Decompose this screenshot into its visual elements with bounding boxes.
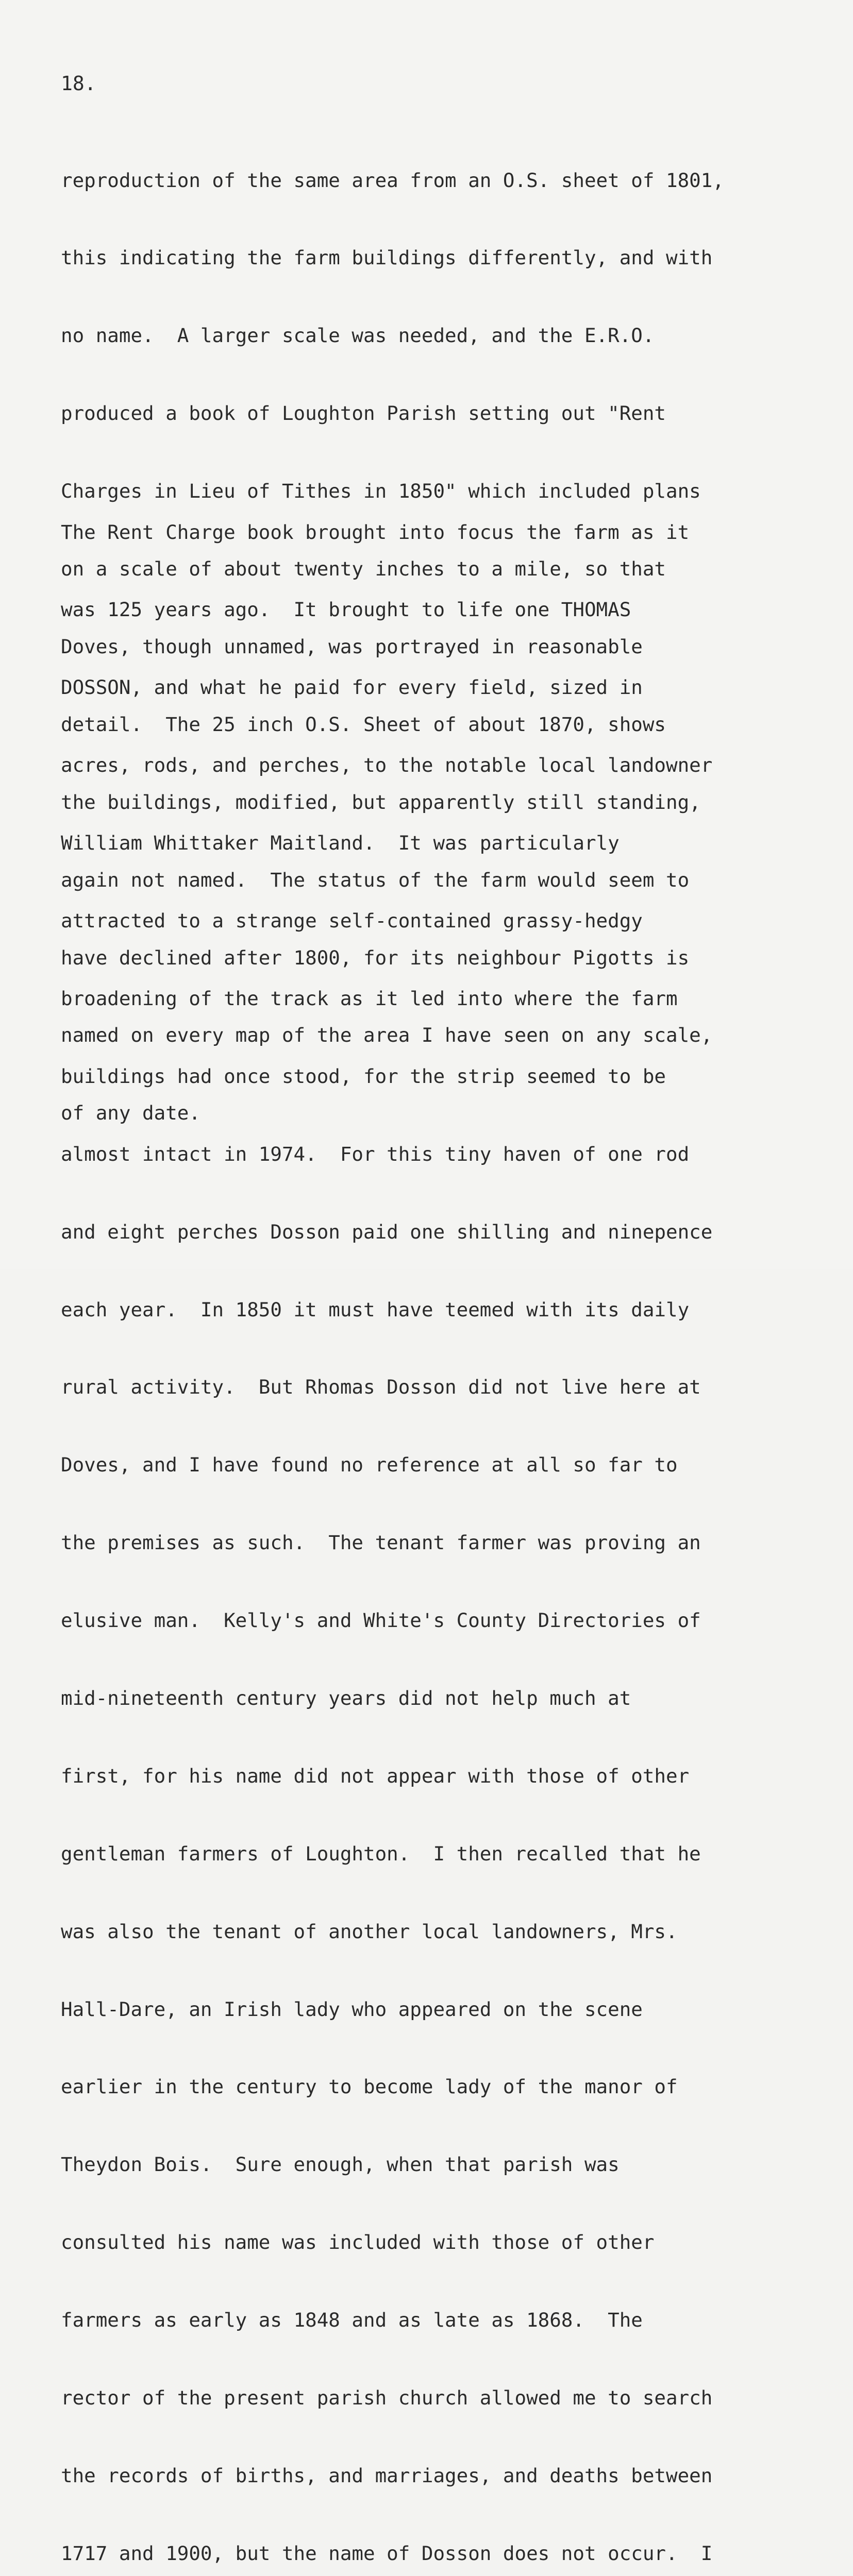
text-line: farmers as early as 1848 and as late as 1868. The (61, 2309, 643, 2332)
text-line: William Whittaker Maitland. It was particularly (61, 832, 620, 855)
text-line: Doves, though unnamed, was portrayed in reasonable (61, 635, 643, 658)
text-line: this indicating the farm buildings differently, and with (61, 246, 713, 269)
text-line: on a scale of about twenty inches to a mile, so that (61, 557, 666, 581)
text-line: almost intact in 1974. For this tiny haven of one rod (61, 1142, 690, 1165)
text-line: the premises as such. The tenant farmer was proving an (61, 1531, 701, 1554)
text-line: was 125 years ago. It brought to life one THOMAS (61, 598, 631, 621)
text-line: earlier in the century to become lady of the manor of (61, 2075, 678, 2098)
text-line: Charges in Lieu of Tithes in 1850" which included plans (61, 480, 701, 503)
text-line: again not named. The status of the farm would seem to (61, 868, 690, 891)
text-line: was also the tenant of another local landowners, Mrs. (61, 1920, 678, 1943)
text-line: DOSSON, and what he paid for every field, sized in (61, 676, 643, 699)
text-line: elusive man. Kelly's and White's County Directories of (61, 1609, 701, 1632)
text-line: Theydon Bois. Sure enough, when that parish was (61, 2153, 620, 2176)
text-line: no name. A larger scale was needed, and the E.R.O. (61, 324, 655, 347)
text-line: Doves, and I have found no reference at all so far to (61, 1453, 678, 1477)
text-line: The Rent Charge book brought into focus the farm as it (61, 520, 690, 544)
text-line: attracted to a strange self-contained grassy-hedgy (61, 909, 643, 933)
text-line: detail. The 25 inch O.S. Sheet of about 1870, shows (61, 713, 666, 736)
text-line: buildings had once stood, for the strip seemed to be (61, 1064, 666, 1088)
text-line: the records of births, and marriages, and deaths between (61, 2464, 713, 2487)
text-line: and eight perches Dosson paid one shilling and ninepence (61, 1220, 713, 1243)
text-line: mid-nineteenth century years did not help much at (61, 1686, 631, 1709)
text-line: have declined after 1800, for its neighbour Pigotts is (61, 946, 690, 969)
text-line: rector of the present parish church allowed me to search (61, 2386, 713, 2409)
text-line: of any date. (61, 1101, 200, 1125)
text-line: produced a book of Loughton Parish setting out "Rent (61, 402, 666, 425)
text-line: consulted his name was included with those of other (61, 2231, 655, 2254)
text-line: each year. In 1850 it must have teemed with its daily (61, 1298, 690, 1321)
text-line: first, for his name did not appear with those of other (61, 1764, 690, 1787)
text-line: the buildings, modified, but apparently still standing, (61, 790, 701, 814)
text-line: acres, rods, and perches, to the notable local landowner (61, 754, 713, 777)
paragraph-2 (61, 467, 712, 2576)
page-number: 18. (61, 72, 96, 95)
text-line: 1717 and 1900, but the name of Dosson does not occur. I (61, 2541, 713, 2565)
text-line: gentleman farmers of Loughton. I then recalled that he (61, 1842, 701, 1865)
text-line: reproduction of the same area from an O.S. sheet of 1801, (61, 168, 724, 192)
text-line: broadening of the track as it led into where the farm (61, 987, 678, 1010)
text-line: Hall-Dare, an Irish lady who appeared on the scene (61, 1997, 643, 2021)
text-line: rural activity. But Rhomas Dosson did not live here at (61, 1376, 701, 1399)
text-line: named on every map of the area I have seen on any scale, (61, 1024, 713, 1047)
